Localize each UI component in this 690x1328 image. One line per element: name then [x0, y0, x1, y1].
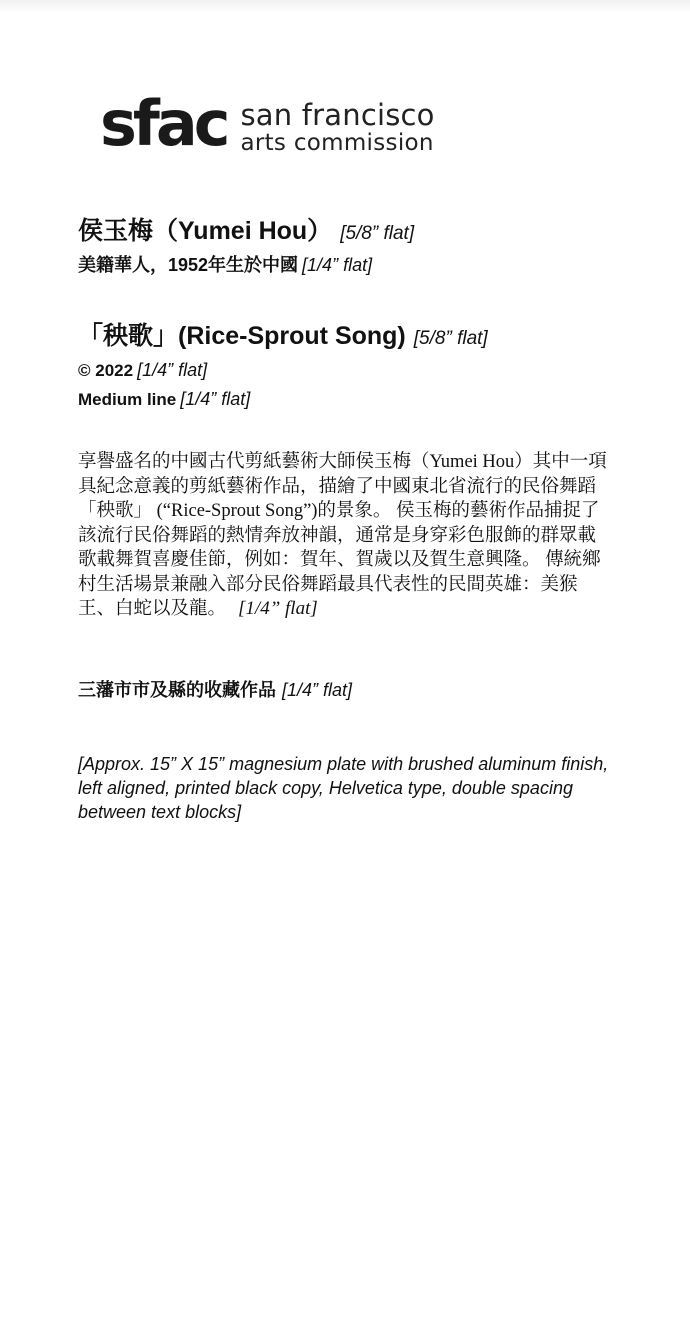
artist-origin: 美籍華人，1952年生於中國 — [78, 255, 299, 275]
medium-spec: [1/4” flat] — [180, 389, 251, 409]
artist-origin-spec: [1/4” flat] — [302, 255, 373, 275]
fabrication-note: [Approx. 15” X 15” magnesium plate with brushed aluminum finish, left aligned, printed black copy, Helvetica type, double spacing between text blocks] — [78, 753, 609, 822]
artist-name-line — [78, 214, 618, 251]
artist-name-spec: [5/8” flat] — [340, 223, 415, 244]
logo-mark: sfac — [100, 87, 227, 160]
medium-line — [78, 385, 618, 414]
description-text: 享譽盛名的中國古代剪紙藝術大師侯玉梅（Yumei Hou）其中一項具紀念意義的剪紙藝術作品，描繪了中國東北省流行的民俗舞蹈「秧歌」 (“Rice-Sprout Song”)的景象。 侯玉梅的藝術作品捕捉了該流行民俗舞蹈的熱情奔放神韻，通常是身穿彩色服飾的群眾載歌載舞賀喜慶佳節，例如：賀年、賀歲以及賀生意興隆。 傳統鄉村生活場景兼融入部分民俗舞蹈最具代表性的民間英雄：美猴王、白蛇以及龍。 — [78, 452, 607, 619]
sfac-logo — [100, 87, 435, 160]
copyright-spec: [1/4” flat] — [137, 360, 208, 380]
medium: Medium line — [78, 390, 177, 409]
copyright: © 2022 — [78, 361, 134, 380]
artwork-title-spec: [5/8” flat] — [413, 328, 488, 349]
copyright-line — [78, 356, 618, 385]
artwork-description — [78, 450, 613, 622]
collection-line — [78, 676, 618, 704]
description-spec: [1/4” flat] — [238, 598, 318, 619]
artwork-title: 「秧歌」(Rice-Sprout Song) — [78, 322, 406, 350]
artist-origin-line — [78, 251, 618, 279]
logo-line-2: arts commission — [240, 130, 434, 156]
collection-spec: [1/4” flat] — [282, 679, 353, 700]
plaque-content — [78, 214, 618, 824]
artwork-title-line — [78, 319, 618, 356]
collection-text: 三藩市市及縣的收藏作品 — [78, 679, 276, 700]
artist-name: 侯玉梅（Yumei Hou） — [78, 217, 333, 245]
logo-line-1: san francisco — [240, 98, 435, 132]
logo-wordmark — [240, 98, 435, 156]
